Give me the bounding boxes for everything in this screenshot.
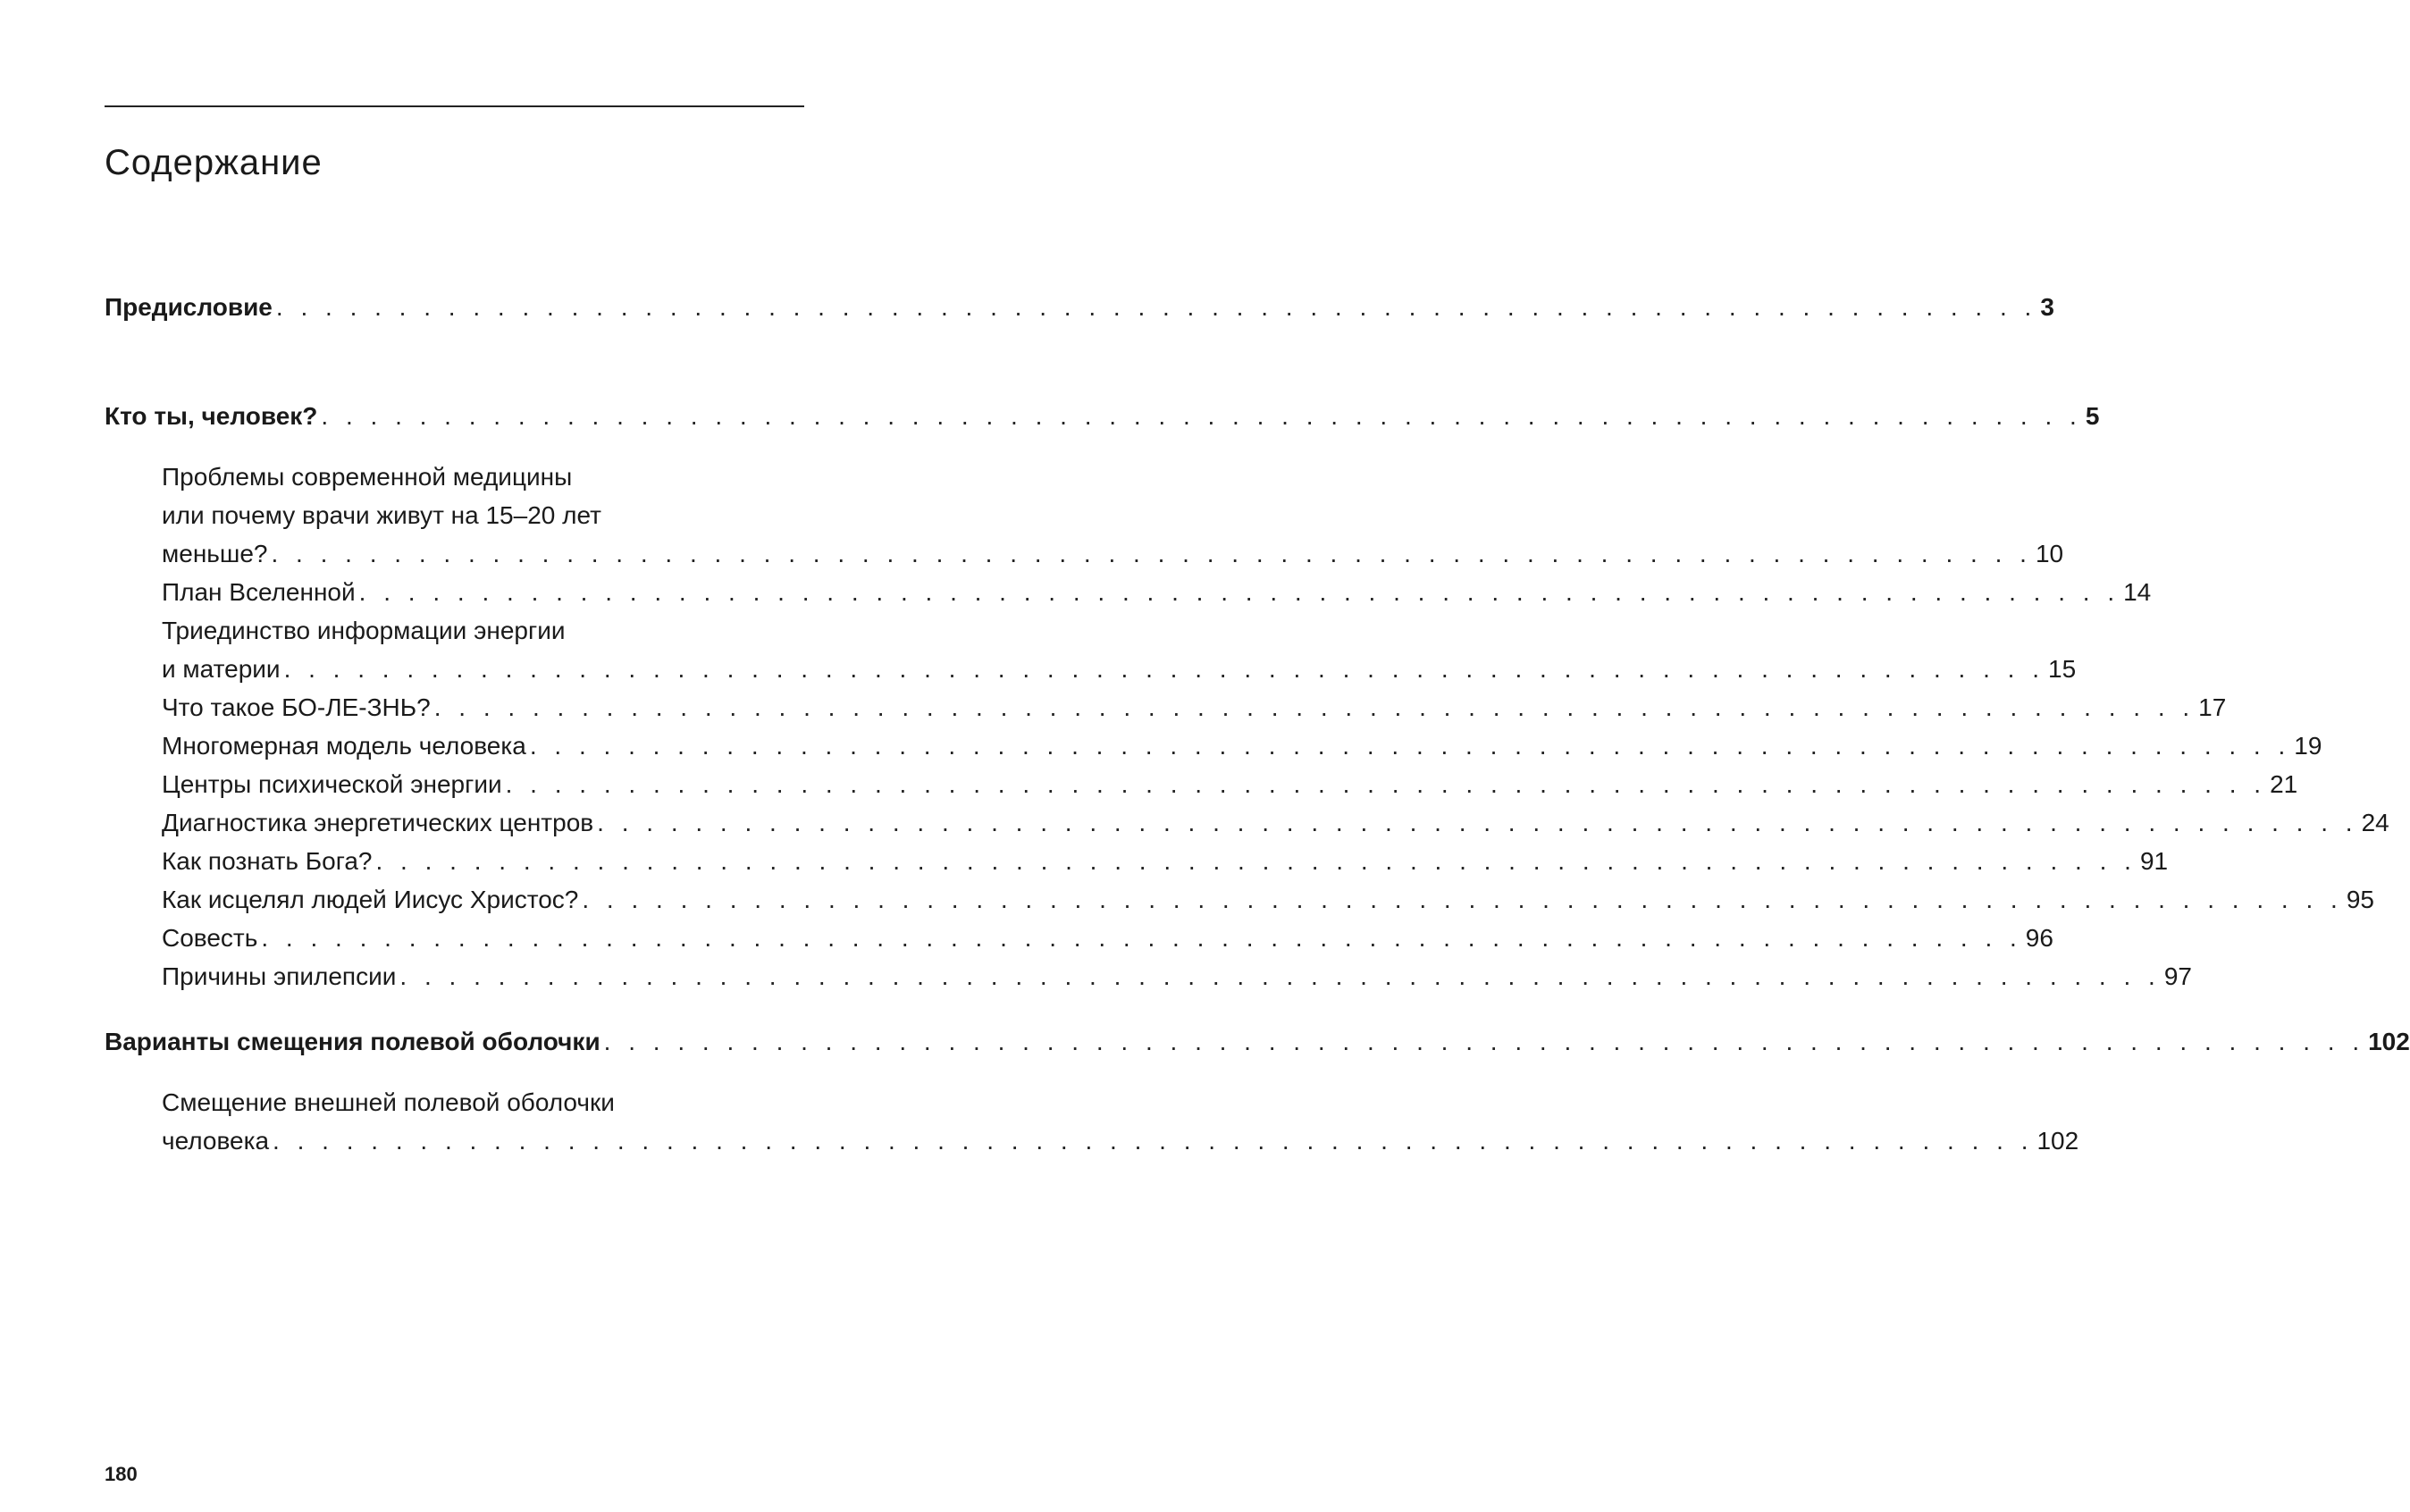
toc-entry-title-line: или почему врачи живут на 15–20 лет bbox=[162, 501, 601, 529]
toc-entry-title: Причины эпилепсии bbox=[162, 962, 397, 990]
toc-entry-row bbox=[162, 573, 2152, 611]
toc-entry-row bbox=[162, 727, 2322, 765]
toc-subsection bbox=[105, 919, 2053, 957]
toc-entry-row bbox=[105, 1022, 2410, 1062]
toc-entry-title: Многомерная модель человека bbox=[162, 732, 526, 760]
dot-leader: . . . . . . . . . . . . . . . . . . . . . . . . . . . . . . . . . . . . . . . . . . . . . . . . . . . . . . . . . . . . . . . . . . . . . . . . bbox=[529, 732, 2291, 760]
toc-subsection bbox=[105, 727, 2322, 765]
dot-leader: . . . . . . . . . . . . . . . . . . . . . . . . . . . . . . . . . . . . . . . . . . . . . . . . . . . . . . . . . . . . . . . . . . . . . . . . bbox=[505, 770, 2267, 798]
toc-entry-row bbox=[162, 803, 2389, 842]
toc-entry-title: Как познать Бога? bbox=[162, 847, 373, 875]
toc-entry-title-line: Триединство информации энергии bbox=[162, 617, 566, 644]
toc-entry-row bbox=[162, 534, 2064, 573]
toc-entry-title: Диагностика энергетических центров bbox=[162, 809, 594, 836]
toc-entry-title: План Вселенной bbox=[162, 578, 356, 606]
toc-entry-row bbox=[105, 288, 2054, 327]
toc-entry-title: Кто ты, человек? bbox=[105, 402, 318, 430]
dot-leader: . . . . . . . . . . . . . . . . . . . . . . . . . . . . . . . . . . . . . . . . . . . . . . . . . . . . . . . . . . . . . . . . . . . . . . . . bbox=[603, 1028, 2365, 1055]
toc-entry-title: Предисловие bbox=[105, 293, 273, 321]
dot-leader: . . . . . . . . . . . . . . . . . . . . . . . . . . . . . . . . . . . . . . . . . . . . . . . . . . . . . . . . . . . . . . . . . . . . . . . . bbox=[433, 693, 2196, 721]
toc-section bbox=[105, 397, 2100, 436]
toc-entry-row bbox=[162, 765, 2298, 803]
toc-entry-row bbox=[162, 1121, 2079, 1160]
toc-subsection bbox=[105, 842, 2169, 880]
toc-entry-page-number: 21 bbox=[2270, 770, 2298, 798]
toc-entry-page-number: 14 bbox=[2123, 578, 2152, 606]
dot-leader: . . . . . . . . . . . . . . . . . . . . . . . . . . . . . . . . . . . . . . . . . . . . . . . . . . . . . . . . . . . . . . . . . . . . . . . . bbox=[399, 962, 2161, 990]
toc-entry-page-number: 17 bbox=[2198, 693, 2227, 721]
toc-entry-page-number: 5 bbox=[2085, 402, 2100, 430]
toc-entry-row bbox=[105, 397, 2100, 436]
top-rule bbox=[105, 105, 804, 107]
toc-entry-row bbox=[162, 919, 2053, 957]
toc-entry-page-number: 91 bbox=[2139, 847, 2169, 875]
toc-entry-page-number: 24 bbox=[2361, 809, 2389, 836]
toc-subsection bbox=[105, 957, 2192, 995]
toc-entry-row bbox=[162, 650, 2077, 688]
table-of-contents bbox=[105, 288, 2410, 1160]
toc-entry-title: Совесть bbox=[162, 924, 258, 952]
toc-entry-title: Варианты смещения полевой оболочки bbox=[105, 1028, 600, 1055]
dot-leader: . . . . . . . . . . . . . . . . . . . . . . . . . . . . . . . . . . . . . . . . . . . . . . . . . . . . . . . . . . . . . . . . . . . . . . . . bbox=[261, 924, 2022, 952]
toc-subsection bbox=[105, 458, 2064, 573]
toc-entry-page-number: 102 bbox=[2368, 1028, 2410, 1055]
toc-entry-title: Что такое БО-ЛЕ-ЗНЬ? bbox=[162, 693, 431, 721]
dot-leader: . . . . . . . . . . . . . . . . . . . . . . . . . . . . . . . . . . . . . . . . . . . . . . . . . . . . . . . . . . . . . . . . . . . . . . . . bbox=[358, 578, 2120, 606]
toc-entry-title: Как исцелял людей Иисус Христос? bbox=[162, 886, 579, 913]
toc-entry-title: Центры психической энергии bbox=[162, 770, 502, 798]
toc-subsection bbox=[105, 880, 2374, 919]
toc-subsection bbox=[105, 611, 2077, 688]
dot-leader: . . . . . . . . . . . . . . . . . . . . . . . . . . . . . . . . . . . . . . . . . . . . . . . . . . . . . . . . . . . . . . . . . . . . . . . . bbox=[582, 886, 2343, 913]
toc-entry-page-number: 96 bbox=[2025, 924, 2053, 952]
toc-entry-page-number: 19 bbox=[2294, 732, 2322, 760]
dot-leader: . . . . . . . . . . . . . . . . . . . . . . . . . . . . . . . . . . . . . . . . . . . . . . . . . . . . . . . . . . . . . . . . . . . . . . . . bbox=[597, 809, 2358, 836]
toc-entry-row bbox=[162, 842, 2169, 880]
toc-section bbox=[105, 1022, 2410, 1062]
toc-entry-title-line: Проблемы современной медицины bbox=[162, 463, 573, 491]
toc-entry-page-number: 10 bbox=[2035, 540, 2064, 567]
toc-entry-page-number: 97 bbox=[2163, 962, 2192, 990]
page-title: Содержание bbox=[105, 143, 323, 182]
toc-section bbox=[105, 288, 2054, 327]
toc-entry-title: и материи bbox=[162, 655, 281, 683]
toc-entry-page-number: 102 bbox=[2036, 1127, 2079, 1155]
dot-leader: . . . . . . . . . . . . . . . . . . . . . . . . . . . . . . . . . . . . . . . . . . . . . . . . . . . . . . . . . . . . . . . . . . . . . . . . bbox=[321, 402, 2082, 430]
toc-entry-page-number: 95 bbox=[2346, 886, 2374, 913]
toc-entry-row bbox=[162, 688, 2227, 727]
toc-subsection bbox=[105, 765, 2298, 803]
toc-subsection bbox=[105, 688, 2227, 727]
toc-subsection bbox=[105, 573, 2152, 611]
toc-entry-row bbox=[162, 880, 2374, 919]
page-number: 180 bbox=[105, 1463, 138, 1485]
dot-leader: . . . . . . . . . . . . . . . . . . . . . . . . . . . . . . . . . . . . . . . . . . . . . . . . . . . . . . . . . . . . . . . . . . . . . . . . bbox=[271, 540, 2032, 567]
toc-subsection bbox=[105, 1083, 2079, 1160]
toc-entry-title: человека bbox=[162, 1127, 270, 1155]
toc-entry-page-number: 15 bbox=[2048, 655, 2077, 683]
dot-leader: . . . . . . . . . . . . . . . . . . . . . . . . . . . . . . . . . . . . . . . . . . . . . . . . . . . . . . . . . . . . . . . . . . . . . . . . bbox=[275, 293, 2037, 321]
dot-leader: . . . . . . . . . . . . . . . . . . . . . . . . . . . . . . . . . . . . . . . . . . . . . . . . . . . . . . . . . . . . . . . . . . . . . . . . bbox=[283, 655, 2045, 683]
toc-entry-page-number: 3 bbox=[2040, 293, 2054, 321]
toc-entry-title-line: Смещение внешней полевой оболочки bbox=[162, 1088, 615, 1116]
toc-entry-title: меньше? bbox=[162, 540, 268, 567]
dot-leader: . . . . . . . . . . . . . . . . . . . . . . . . . . . . . . . . . . . . . . . . . . . . . . . . . . . . . . . . . . . . . . . . . . . . . . . . bbox=[375, 847, 2137, 875]
toc-subsection bbox=[105, 803, 2389, 842]
toc-entry-row bbox=[162, 957, 2192, 995]
dot-leader: . . . . . . . . . . . . . . . . . . . . . . . . . . . . . . . . . . . . . . . . . . . . . . . . . . . . . . . . . . . . . . . . . . . . . . . . bbox=[273, 1127, 2034, 1155]
